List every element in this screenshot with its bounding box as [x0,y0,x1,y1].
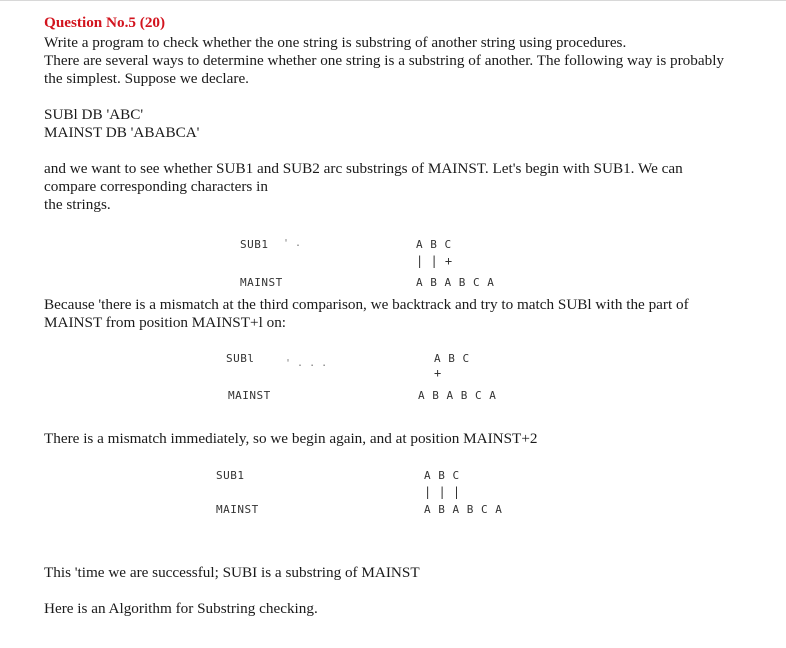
para6: Here is an Algorithm for Substring checking. [44,600,318,617]
d2-specks: ' . . . [285,358,328,369]
para2-line-3: the strings. [44,196,111,213]
intro-line-3: the simplest. Suppose we declare. [44,70,249,87]
top-border [0,0,786,1]
intro-line-1: Write a program to check whether the one string is substring of another string using procedures. [44,34,627,51]
d1-sub-value: A B C [416,238,452,251]
d2-main-label: MAINST [228,389,271,402]
d1-sub-marks: ' . [283,238,302,249]
d2-sub-value: A B C [434,352,470,365]
d3-comparison-arrows: | | | [424,485,461,499]
d3-main-label: MAINST [216,503,259,516]
d2-main-value: A B A B C A [418,389,497,402]
para3-line-1: Because 'there is a mismatch at the third comparison, we backtrack and try to match SUBl with the part of [44,296,689,313]
d1-sub-label: SUB1 [240,238,269,251]
d3-sub-label: SUB1 [216,469,245,482]
para3-line-2: MAINST from position MAINST+l on: [44,314,287,331]
para2-line-2: compare corresponding characters in [44,178,268,195]
d1-main-value: A B A B C A [416,276,495,289]
para4: There is a mismatch immediately, so we begin again, and at position MAINST+2 [44,430,538,447]
para2-line-1: and we want to see whether SUB1 and SUB2 arc substrings of MAINST. Let's begin with SUB1. We can [44,160,683,177]
d3-main-value: A B A B C A [424,503,503,516]
d2-sub-label: SUBl [226,352,255,365]
question-title: Question No.5 (20) [44,14,166,31]
para5: This 'time we are successful; SUBI is a substring of MAINST [44,564,420,581]
code-line-2: MAINST DB 'ABABCA' [44,124,200,141]
d1-main-label: MAINST [240,276,283,289]
d1-comparison-arrows: | | + [416,254,453,268]
d3-sub-value: A B C [424,469,460,482]
d2-comparison-arrow: + [434,366,442,380]
intro-line-2: There are several ways to determine whether one string is a substring of another. The following way is probably [44,52,725,69]
code-line-1: SUBl DB 'ABC' [44,106,144,123]
